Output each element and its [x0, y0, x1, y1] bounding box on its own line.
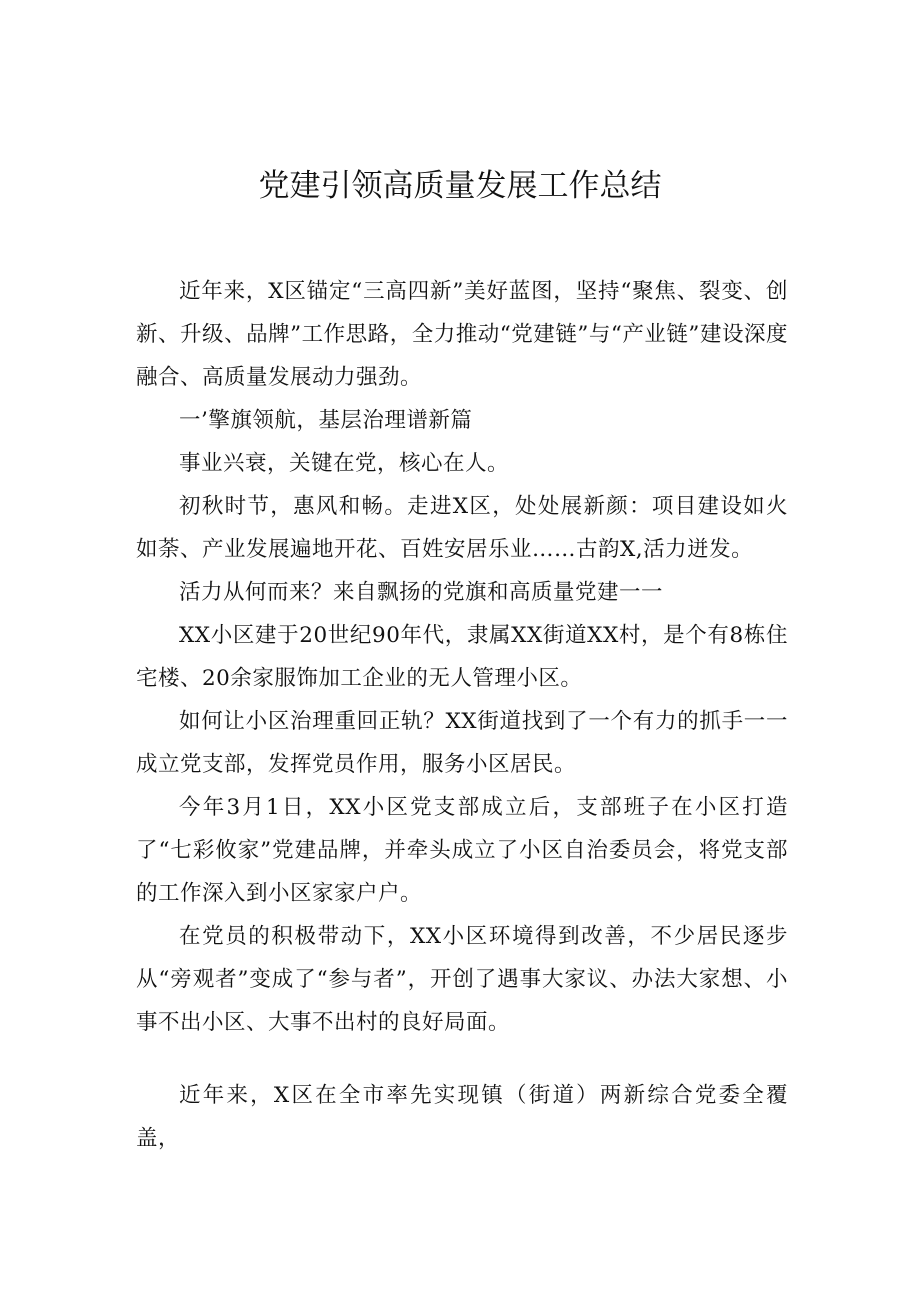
paragraph-intro: 近年来，X区锚定“三高四新”美好蓝图，坚持“聚焦、裂变、创新、升级、品牌”工作思路，全力推动“党建链”与“产业链”建设深度融合、高质量发展动力强劲。: [136, 279, 788, 390]
paragraph: 近年来，X区在全市率先实现镇（街道）两新综合党委全覆盖，: [136, 1083, 788, 1151]
paragraph: 活力从何而来？来自飘扬的党旗和高质量党建一一: [179, 580, 664, 605]
paragraph-gap: [136, 1044, 788, 1074]
section-heading-1: 一’擎旗领航，基层治理谱新篇: [179, 408, 473, 433]
paragraph: 在党员的积极带动下，XX小区环境得到改善，不少居民逐步从“旁观者”变成了“参与者”，开创了遇事大家议、办法大家想、小事不出小区、大事不出村的良好局面。: [136, 924, 788, 1035]
document-title: 党建引领高质量发展工作总结: [258, 168, 662, 204]
paragraph: XX小区建于20世纪90年代，隶属XX街道XX村，是个有8栋住宅楼、20余家服饰加工企业的无人管理小区。: [136, 623, 788, 691]
document-body: [136, 270, 788, 1160]
paragraph: 今年3月1日，XX小区党支部成立后，支部班子在小区打造了“七彩攸家”党建品牌，并牵头成立了小区自治委员会，将党支部的工作深入到小区家家户户。: [136, 795, 788, 906]
paragraph: 如何让小区治理重回正轨？XX街道找到了一个有力的抓手一一成立党支部，发挥党员作用，服务小区居民。: [136, 709, 788, 777]
paragraph: 事业兴衰，关键在党，核心在人。: [179, 451, 510, 476]
paragraph: 初秋时节，惠风和畅。走进X区，处处展新颜：项目建设如火如荼、产业发展遍地开花、百姓安居乐业……古韵X,活力迸发。: [136, 494, 788, 562]
